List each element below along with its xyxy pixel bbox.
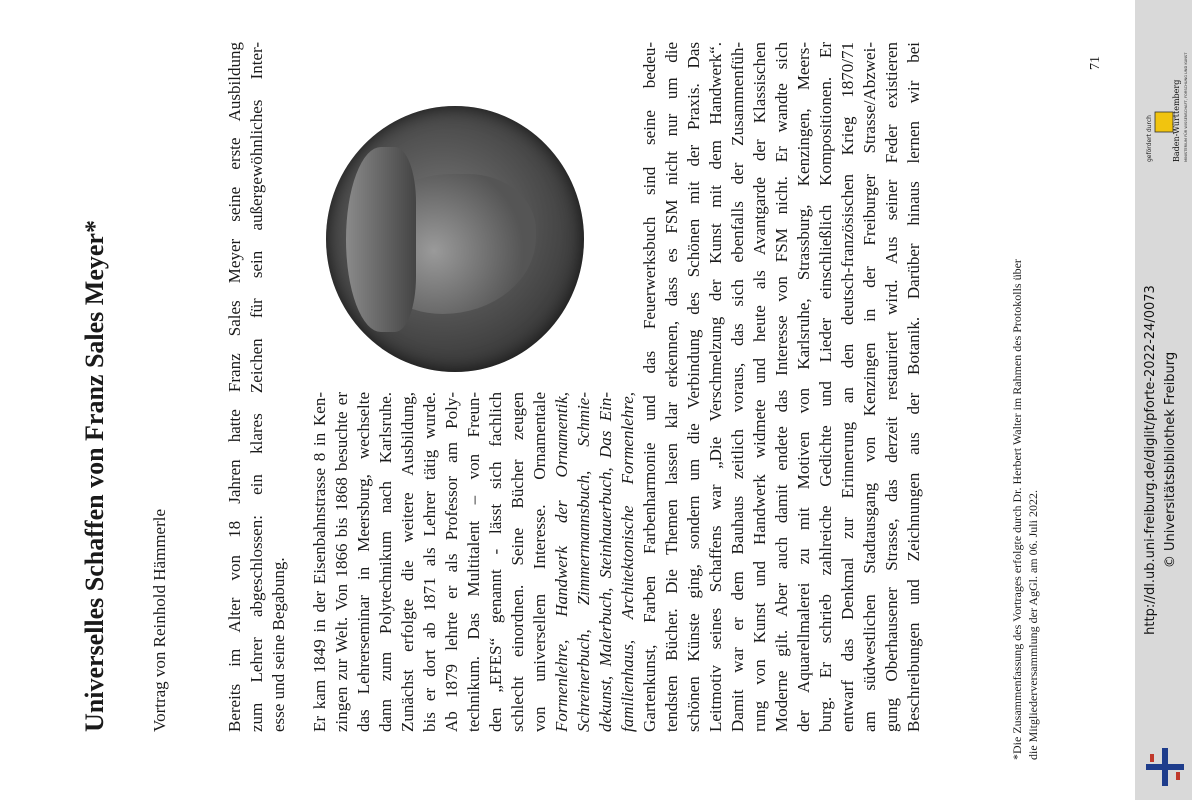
- body-line: der Aquarellmalerei zu mit Motiven von Karlsruhe, Strassburg, Kenzingen, Meers-: [794, 42, 813, 732]
- body-line: Damit war er dem Bauhaus zeitlich voraus, das sich ebenfalls der Zusammenfüh-: [728, 42, 747, 732]
- body-line: burg. Er schrieb zahlreiche Gedichte und Lieder einschließlich Kompositionen. Er: [816, 42, 835, 732]
- body-line: Moderne gilt. Aber auch damit endete das Interesse von FSM nicht. Er wandte sich: [772, 42, 791, 732]
- baden-wuerttemberg-logo: [1138, 50, 1192, 170]
- coat-of-arms-icon: [1155, 112, 1173, 132]
- column-line: Ab 1879 lehrte er als Professor am Poly-: [442, 392, 461, 732]
- permalink-url[interactable]: http://dl.ub.uni-freiburg.de/diglit/pforte-2022-24/0073: [1143, 285, 1158, 635]
- intro-line: esse und seine Begabung.: [269, 557, 288, 732]
- body-line: Beschreibungen und Zeichnungen aus der Botanik. Darüber hinaus lernen wir bei: [904, 42, 923, 732]
- body-line: schönen Künste ging, sondern um die Verbindung des Schönen mit der Praxis. Das: [684, 42, 703, 732]
- column-line: bis er dort ab 1871 als Lehrer tätig wurde.: [420, 392, 439, 732]
- body-line: gung Oberhausener Strasse, das derzeit restauriert wird. Aus seiner Feder existieren: [882, 42, 901, 732]
- ministry-name: MINISTERIUM FÜR WISSENSCHAFT, FORSCHUNG UND KUNST: [1184, 52, 1188, 162]
- footnote-line: die Mitgliederversammlung der AgGl. am 06. Juli 2022.: [1026, 490, 1040, 760]
- column-line: zingen zur Welt. Von 1866 bis 1868 besuchte er: [332, 392, 351, 732]
- body-line: tendsten Bücher. Die Themen lassen klar erkennen, dass es FSM nicht nur um die: [662, 42, 681, 732]
- column-line: von universellem Interesse. Ornamentale: [530, 392, 549, 732]
- column-line: das Lehrerseminar in Meersburg, wechselte: [354, 392, 373, 732]
- column-line: Schreinerbuch, Zimmermannsbuch, Schmie-: [574, 392, 593, 732]
- medallion-hat: [346, 147, 416, 332]
- column-line: dekunst, Malerbuch, Steinhauerbuch, Das Ein-: [596, 392, 615, 732]
- footnote-line: *Die Zusammenfassung des Vortrages erfolgte durch Dr. Herbert Walter im Rahmen des Protokolls über: [1010, 259, 1024, 760]
- intro-line: zum Lehrer abgeschlossen: ein klares Zeichen für sein außergewöhnliches Inter-: [247, 42, 266, 732]
- funder-name: Baden-Württemberg: [1172, 79, 1181, 162]
- column-line: schlecht einordnen. Seine Bücher zeugen: [508, 392, 527, 732]
- column-line: den „EFES“ genannt - lässt sich fachlich: [486, 392, 505, 732]
- page-title: Universelles Schaffen von Franz Sales Meyer*: [80, 220, 109, 732]
- body-line: am südwestlichen Stadtausgang von Kenzingen in der Freiburger Strasse/Abzwei-: [860, 42, 879, 732]
- column-line: Zunächst erfolgte die weitere Ausbildung,: [398, 392, 417, 732]
- portrait-medallion-image: [326, 106, 584, 372]
- page-number: 71: [1088, 56, 1103, 70]
- body-line: rung von Kunst und Handwerk widmete und heute als Avantgarde der Klassischen: [750, 42, 769, 732]
- copyright-library: © Universitätsbibliothek Freiburg: [1163, 351, 1178, 569]
- column-line: technikum. Das Multitalent – von Freun-: [464, 392, 483, 732]
- body-line: Gartenkunst, Farben Farbenharmonie und das Feuerwerksbuch sind seine bedeu-: [640, 42, 659, 732]
- university-library-logo-icon[interactable]: [1142, 742, 1188, 792]
- funding-text: gefördert durch: [1146, 115, 1153, 162]
- column-line: Formenlehre, Handwerk der Ornamentik,: [552, 392, 571, 732]
- intro-line: Bereits im Alter von 18 Jahren hatte Franz Sales Meyer seine erste Ausbildung: [225, 42, 244, 732]
- citation-box: [1135, 250, 1192, 670]
- body-line: entwarf das Denkmal zur Erinnerung an den deutsch-französischen Krieg 1870/71: [838, 42, 857, 732]
- author-line: Vortrag von Reinhold Hämmerle: [150, 508, 169, 732]
- body-line: Leitmotiv seines Schaffens war „Die Verschmelzung der Kunst mit dem Handwerk“.: [706, 42, 725, 732]
- column-line: dann zum Polytechnikum nach Karlsruhe.: [376, 392, 395, 732]
- column-line: Er kam 1849 in der Eisenbahnstrasse 8 in Ken-: [310, 392, 329, 732]
- column-line: familienhaus, Architektonische Formenlehre,: [618, 392, 637, 732]
